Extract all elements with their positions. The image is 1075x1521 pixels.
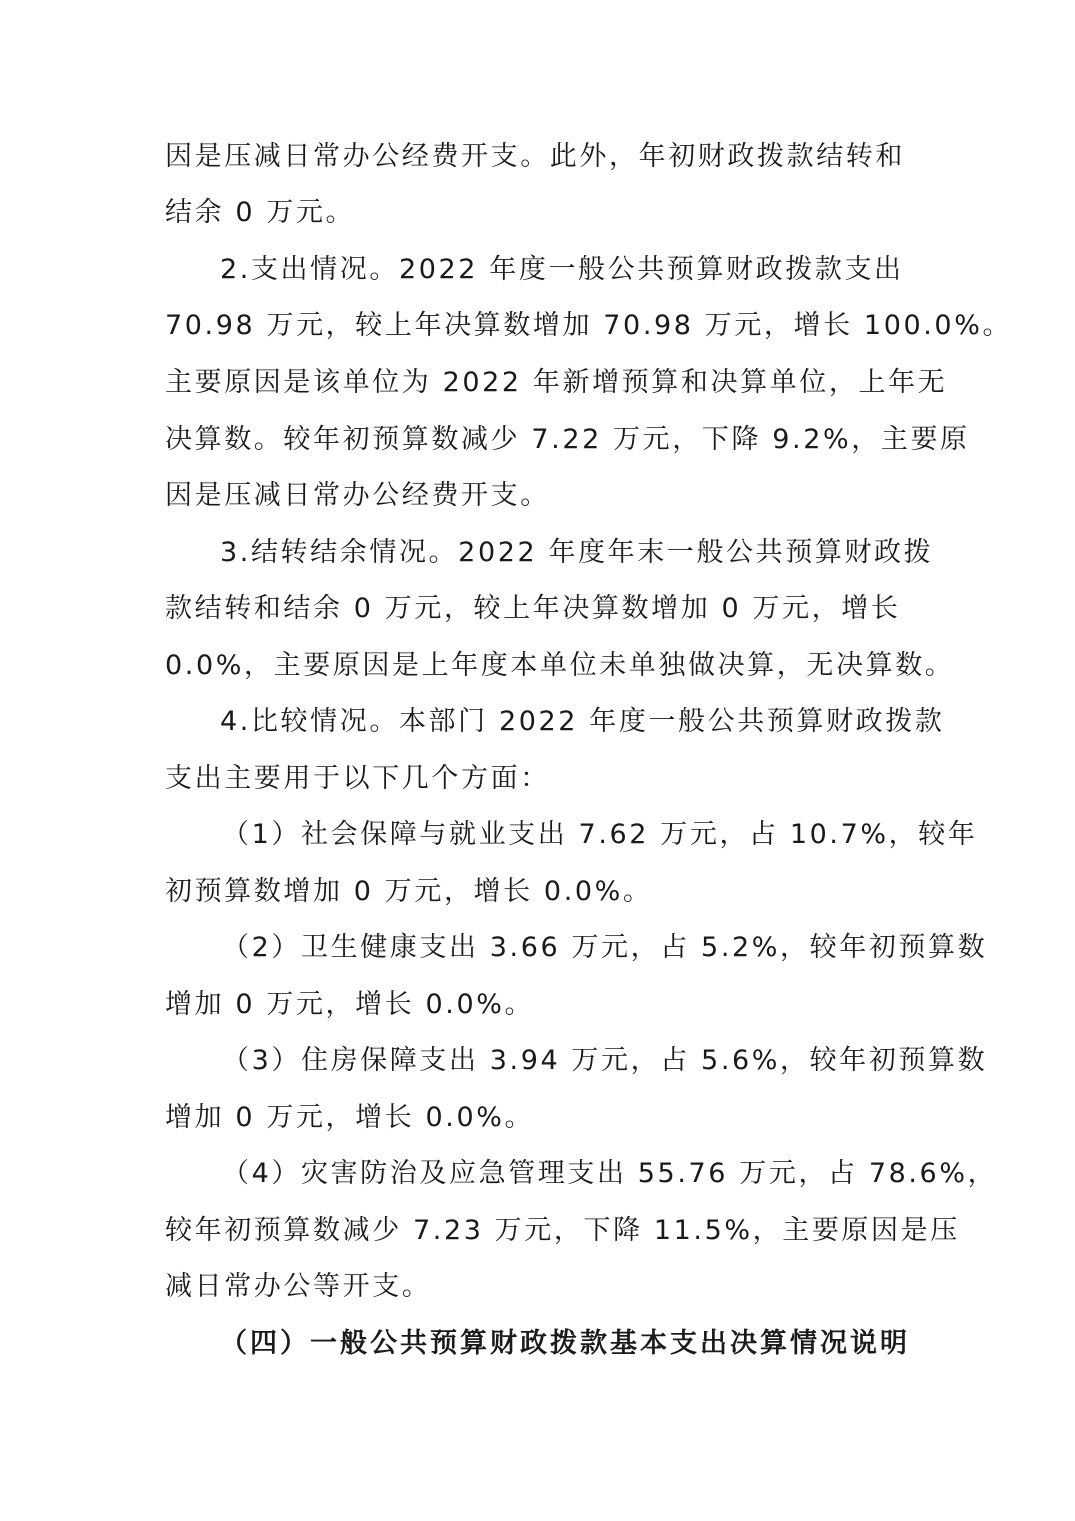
text-line: 结余 0 万元。: [165, 197, 356, 228]
text-line: 减日常办公等开支。: [165, 1271, 432, 1302]
text-line: 0.0%，主要原因是上年度本单位未单独做决算，无决算数。: [165, 650, 955, 681]
text-line: 决算数。较年初预算数减少 7.22 万元，下降 9.2%，主要原: [165, 424, 970, 455]
text-line: 增加 0 万元，增长 0.0%。: [165, 1102, 535, 1133]
text-line: 款结转和结余 0 万元，较上年决算数增加 0 万元，增长: [165, 593, 901, 624]
text-line: 因是压减日常办公经费开支。此外，年初财政拨款结转和: [165, 141, 905, 172]
text-line: 较年初预算数减少 7.23 万元，下降 11.5%，主要原因是压: [165, 1215, 960, 1246]
list-item-housing: （3）住房保障支出 3.94 万元，占 5.6%，较年初预算数: [222, 1045, 988, 1076]
list-item-disaster: （4）灾害防治及应急管理支出 55.76 万元，占 78.6%，: [222, 1158, 998, 1189]
text-line: 因是压减日常办公经费开支。: [165, 480, 550, 511]
text-line: 主要原因是该单位为 2022 年新增预算和决算单位，上年无: [165, 367, 948, 398]
paragraph-comparison: 4.比较情况。本部门 2022 年度一般公共预算财政拨款: [220, 706, 945, 737]
list-item-social-security: （1）社会保障与就业支出 7.62 万元，占 10.7%，较年: [222, 819, 978, 850]
paragraph-carryover: 3.结转结余情况。2022 年度年末一般公共预算财政拨: [220, 537, 934, 568]
text-line: 支出主要用于以下几个方面：: [165, 763, 550, 794]
paragraph-expenditure: 2.支出情况。2022 年度一般公共预算财政拨款支出: [220, 254, 904, 285]
text-line: 初预算数增加 0 万元，增长 0.0%。: [165, 876, 653, 907]
section-heading: （四）一般公共预算财政拨款基本支出决算情况说明: [220, 1328, 910, 1359]
list-item-health: （2）卫生健康支出 3.66 万元，占 5.2%，较年初预算数: [222, 932, 988, 963]
text-line: 增加 0 万元，增长 0.0%。: [165, 989, 535, 1020]
text-line: 70.98 万元，较上年决算数增加 70.98 万元，增长 100.0%。: [165, 310, 1013, 341]
